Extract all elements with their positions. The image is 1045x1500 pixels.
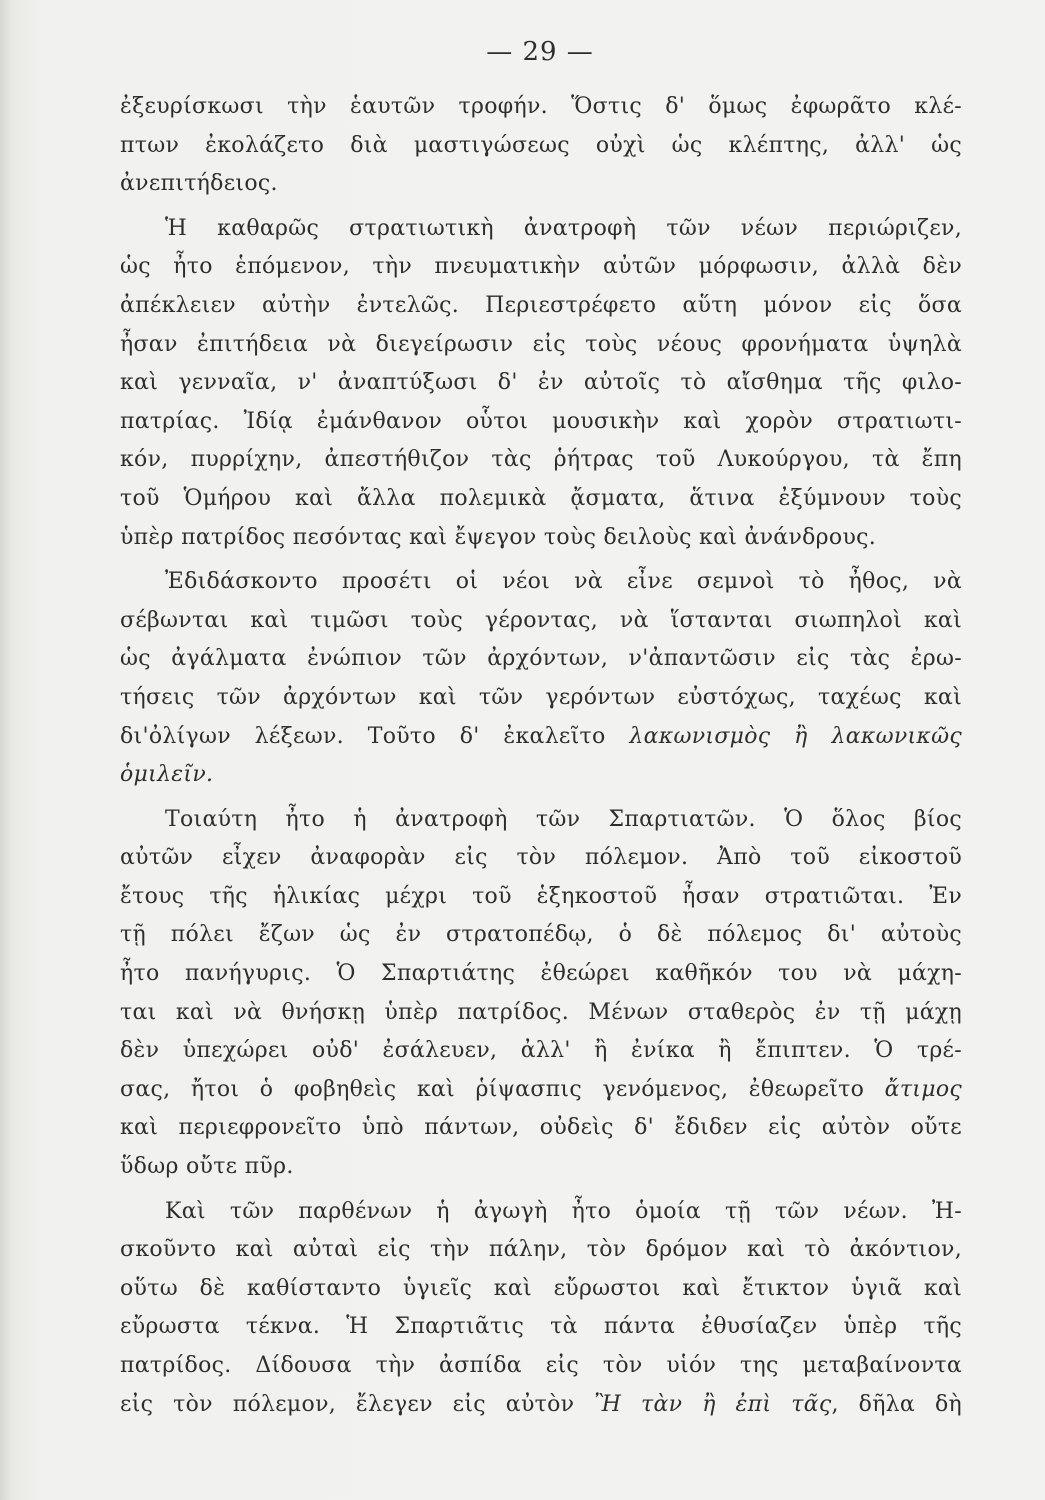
text-line — [120, 165, 962, 204]
text-segment: εὔρωστα τέκνα. Ἡ Σπαρτιᾶτις τὰ πάντα ἐθυσίαζεν ὑπὲρ τῆς — [120, 1314, 962, 1340]
paragraph — [120, 563, 962, 795]
text-segment: ὑπὲρ πατρίδος πεσόντας καὶ ἔψεγον τοὺς δειλοὺς καὶ ἀνάνδρους. — [120, 524, 877, 550]
text-segment: ὡς ἦτο ἑπόμενον, τὴν πνευματικὴν αὐτῶν μόρφωσιν, ἀλλὰ δὲν — [120, 254, 962, 280]
text-segment: τήσεις τῶν ἀρχόντων καὶ τῶν γερόντων εὐστόχως, ταχέως καὶ — [120, 684, 962, 710]
text-segment: σέβωνται καὶ τιμῶσι τοὺς γέροντας, νὰ ἵστανται σιωπηλοὶ καὶ — [120, 607, 962, 633]
paragraph — [120, 210, 962, 557]
text-line — [120, 441, 962, 480]
text-line — [120, 878, 962, 917]
italic-text: Ἢ τὰν ἢ ἐπὶ τᾶς — [594, 1391, 832, 1417]
text-segment: Ἐδιδάσκοντο προσέτι οἱ νέοι νὰ εἶνε σεμνοὶ τὸ ἦθος, νὰ — [165, 569, 962, 595]
text-segment: Ἡ καθαρῶς στρατιωτικὴ ἀνατροφὴ τῶν νέων περιώριζεν, — [165, 215, 962, 241]
paragraph — [120, 88, 962, 204]
text-line — [120, 994, 962, 1033]
text-segment: ἀπέκλειεν αὐτὴν ἐντελῶς. Περιεστρέφετο αὕτη μόνον εἰς ὅσα — [120, 292, 962, 318]
italic-text: λακωνισμὸς ἢ λακωνικῶς — [629, 723, 963, 749]
text-segment: δὲν ὑπεχώρει οὐδ' ἐσάλευεν, ἀλλ' ἢ ἐνίκα ἢ ἔπιπτεν. Ὁ τρέ- — [120, 1038, 962, 1064]
text-line — [120, 1347, 962, 1386]
text-segment: Τοιαύτη ἦτο ἡ ἀνατροφὴ τῶν Σπαρτιατῶν. Ὁ ὅλος βίος — [165, 806, 962, 832]
text-segment: ἦτο πανήγυρις. Ὁ Σπαρτιάτης ἐθεώρει καθῆκόν του νὰ μάχη- — [120, 961, 962, 987]
italic-text: ὁμιλεῖν. — [120, 762, 214, 788]
text-segment: τῇ πόλει ἔζων ὡς ἐν στρατοπέδῳ, ὁ δὲ πόλεμος δι' αὐτοὺς — [120, 922, 962, 948]
text-segment: ται καὶ νὰ θνήσκῃ ὑπὲρ πατρίδος. Μένων σταθερὸς ἐν τῇ μάχῃ — [120, 999, 962, 1025]
text-segment: ἦσαν ἐπιτήδεια νὰ διεγείρωσιν εἰς τοὺς νέους φρονήματα ὑψηλὰ — [120, 331, 962, 357]
text-line — [120, 679, 962, 718]
text-segment: τοῦ Ὁμήρου καὶ ἄλλα πολεμικὰ ᾄσματα, ἅτινα ἐξύμνουν τοὺς — [120, 485, 962, 511]
text-line — [120, 1193, 962, 1232]
text-segment: πτων ἐκολάζετο διὰ μαστιγώσεως οὐχὶ ὡς κλέπτης, ἀλλ' ὡς — [120, 132, 962, 158]
text-line — [120, 640, 962, 679]
text-line — [120, 1148, 962, 1187]
text-segment: δι'ὀλίγων λέξεων. Τοῦτο δ' ἐκαλεῖτο — [120, 723, 630, 749]
text-line — [120, 801, 962, 840]
text-line — [120, 1071, 962, 1110]
text-line — [120, 718, 962, 757]
text-line — [120, 88, 962, 127]
text-segment: κόν, πυρρίχην, ἀπεστήθιζον τὰς ῥήτρας τοῦ Λυκούργου, τὰ ἔπη — [120, 447, 962, 473]
text-line — [120, 364, 962, 403]
text-segment: ἔτους τῆς ἡλικίας μέχρι τοῦ ἑξηκοστοῦ ἦσαν στρατιῶται. Ἐν — [120, 883, 962, 909]
text-segment: σκοῦντο καὶ αὐταὶ εἰς τὴν πάλην, τὸν δρόμον καὶ τὸ ἀκόντιον, — [120, 1237, 962, 1263]
text-segment: Καὶ τῶν παρθένων ἡ ἀγωγὴ ἦτο ὁμοία τῇ τῶν νέων. Ἠ- — [165, 1198, 962, 1224]
text-segment: , δῆλα δὴ — [831, 1391, 962, 1417]
text-segment: αὐτῶν εἶχεν ἀναφορὰν εἰς τὸν πόλεμον. Ἀπὸ τοῦ εἰκοστοῦ — [120, 845, 962, 871]
text-line — [120, 1109, 962, 1148]
text-line — [120, 287, 962, 326]
text-line — [120, 1032, 962, 1071]
text-line — [120, 1270, 962, 1309]
text-line — [120, 403, 962, 442]
text-line — [120, 480, 962, 519]
italic-text: ἄτιμος — [884, 1076, 962, 1102]
text-body — [120, 88, 962, 1424]
text-segment: πατρίας. Ἰδίᾳ ἐμάνθανον οὗτοι μουσικὴν καὶ χορὸν στρατιωτι- — [120, 408, 962, 434]
text-line — [120, 839, 962, 878]
text-line — [120, 210, 962, 249]
text-segment: καὶ περιεφρονεῖτο ὑπὸ πάντων, οὐδεὶς δ' ἔδιδεν εἰς αὐτὸν οὔτε — [120, 1115, 962, 1141]
text-line — [120, 1231, 962, 1270]
text-segment: ὕδωρ οὔτε πῦρ. — [120, 1154, 294, 1180]
text-line — [120, 127, 962, 166]
paragraph — [120, 1193, 962, 1425]
text-segment: ἀνεπιτήδειος. — [120, 171, 278, 197]
page-number: — 29 — — [486, 37, 594, 67]
paragraph — [120, 801, 962, 1187]
text-line — [120, 756, 962, 795]
text-line — [120, 563, 962, 602]
text-line — [120, 916, 962, 955]
text-line — [120, 602, 962, 641]
text-line — [120, 326, 962, 365]
text-line — [120, 955, 962, 994]
text-line — [120, 1308, 962, 1347]
text-line — [120, 519, 962, 558]
text-segment: ἐξευρίσκωσι τὴν ἑαυτῶν τροφήν. Ὅστις δ' ὅμως ἐφωρᾶτο κλέ- — [120, 94, 962, 119]
text-line — [120, 1386, 962, 1425]
text-segment: εἰς τὸν πόλεμον, ἔλεγεν εἰς αὐτὸν — [120, 1391, 595, 1417]
text-segment: σας, ἤτοι ὁ φοβηθεὶς καὶ ῥίψασπις γενόμενος, ἐθεωρεῖτο — [120, 1076, 885, 1102]
text-segment: πατρίδος. Δίδουσα τὴν ἀσπίδα εἰς τὸν υἱόν της μεταβαίνοντα — [120, 1353, 962, 1378]
text-segment: οὕτω δὲ καθίσταντο ὑγιεῖς καὶ εὔρωστοι καὶ ἔτικτον ὑγιᾶ καὶ — [120, 1275, 962, 1301]
text-segment: καὶ γενναῖα, ν' ἀναπτύξωσι δ' ἐν αὐτοῖς τὸ αἴσθημα τῆς φιλο- — [120, 370, 962, 396]
text-segment: ὡς ἀγάλματα ἐνώπιον τῶν ἀρχόντων, ν'ἀπαντῶσιν εἰς τὰς ἐρω- — [120, 646, 962, 672]
text-line — [120, 248, 962, 287]
